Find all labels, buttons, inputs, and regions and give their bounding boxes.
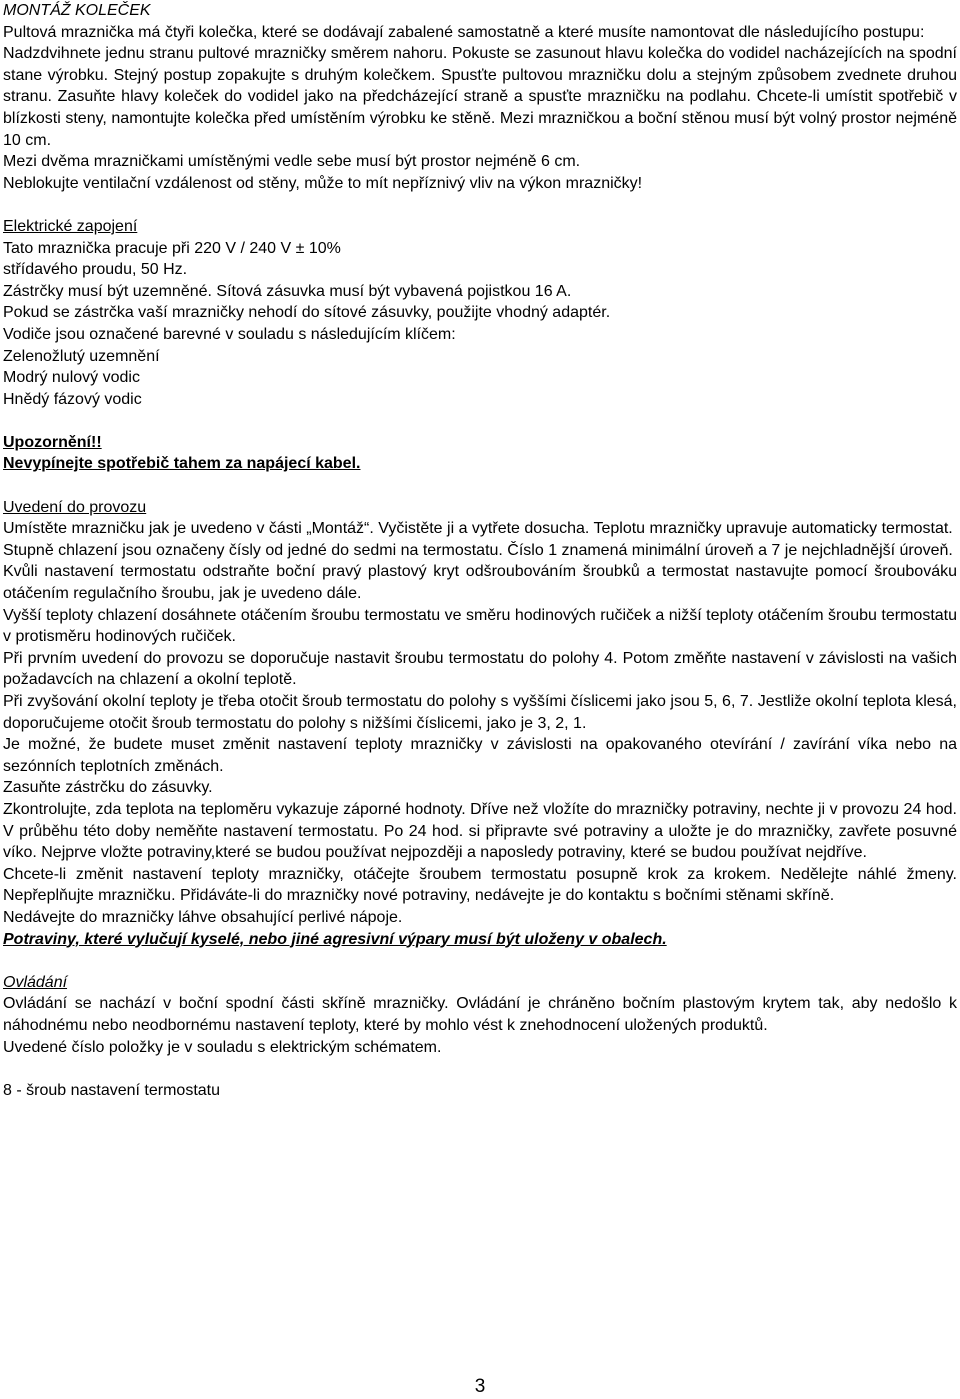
paragraph: Kvůli nastavení termostatu odstraňte boční pravý plastový kryt odšroubováním šroubků a termostat nastavujte pomocí šroubováku otáčením regulačního šroubu, jak je uvedeno dále. [3,563,957,603]
paragraph: Nadzdvihnete jednu stranu pultové mrazničky směrem nahoru. Pokuste se zasunout hlavu kolečka do vodidel nacházejících na spodní stane výrobku. Stejný postup zopakujte s druhým kolečkem. Spusťte pultovou mrazničku dolu a stejným způsobem zvednete druhou stranu. Zasuňte hlavy koleček do vodidel jako na předcházející straně a spusťte mrazničku na podlahu. Chcete-li umístit spotřebič v blízkosti steny, namontujte kolečka před umístěním výrobku ke stěně. Mezi mrazničkou a boční stěnou musí být volný prostor nejméně 10 cm. [3,45,957,149]
paragraph: Zkontrolujte, zda teplota na teploměru vykazuje záporné hodnoty. Dříve než vložíte do mrazničky potraviny, nechte ji v provozu 24 hod. V průběhu této doby neměňte nastavení termostatu. Po 24 hod. si připravte své potraviny a uložte je do mrazničky, zavřete posuvné víko. Nejprve vložte potraviny,které se budou používat nejpozději a naposledy potraviny, které se budou používat nejdříve. [3,800,957,862]
wire-key-line: Modrý nulový vodic [3,369,140,387]
paragraph: Mezi dvěma mrazničkami umístěnými vedle sebe musí být prostor nejméně 6 cm. [3,153,581,171]
wire-key-line: Zelenožlutý uzemnění [3,347,160,365]
section-heading-elektricke-zapojeni: Elektrické zapojení [3,217,138,235]
paragraph: Pultová mraznička má čtyři kolečka, které se dodávají zabalené samostatně a které musíte namontovat dle následujícího postupu: [3,23,925,41]
spacer [3,194,957,216]
section-heading-upozorneni [3,432,957,454]
spacer [3,950,957,972]
paragraph: Umístěte mrazničku jak je uvedeno v části „Montáž“. Vyčistěte ji a vytřete dosucha. Teplotu mrazničky upravuje automaticky termostat. [3,520,953,538]
paragraph: střídavého proudu, 50 Hz. [3,261,188,279]
paragraph: Zasuňte zástrčku do zásuvky. [3,779,213,797]
paragraph: Uvedené číslo položky je v souladu s elektrickým schématem. [3,1038,442,1056]
warning-cable: Nevypínejte spotřebič tahem za napájecí kabel. [3,455,361,473]
paragraph: Neblokujte ventilační vzdálenost od stěny, může to mít nepříznivý vliv na výkon mrazničky! [3,174,643,192]
paragraph: Vyšší teploty chlazení dosáhnete otáčením šroubu termostatu ve směru hodinových ručiček a nižší teploty otáčením šroubu termostatu v protisměru hodinových ručiček. [3,606,957,646]
paragraph: Vodiče jsou označené barevné v souladu s následujícím klíčem: [3,325,456,343]
section-title-montaz: MONTÁŽ KOLEČEK [3,2,151,19]
legend-item: 8 - šroub nastavení termostatu [3,1081,220,1099]
paragraph: Zástrčky musí být uzemněné. Sítová zásuvka musí být vybavená pojistkou 16 A. [3,282,572,300]
paragraph: Při zvyšování okolní teploty je třeba otočit šroub termostatu do polohy s vyššími číslicemi jako jsou 5, 6, 7. Jestliže okolní teplota klesá, doporučujeme otočit šroub termostatu do polohy s nižšími číslicemi, jako je 3, 2, 1. [3,693,957,732]
section-heading-uvedeni-do-provozu: Uvedení do provozu [3,498,147,516]
paragraph: Ovládání se nachází v boční spodní části skříně mrazničky. Ovládání je chráněno bočním plastovým krytem tak, aby nedošlo k náhodnému nebo neodbornému nastavení teploty, které by mohlo vést k znehodnocení uložených produktů. [3,995,957,1034]
paragraph: Pokud se zástrčka vaší mrazničky nehodí do sítové zásuvky, použijte vhodný adaptér. [3,304,611,322]
warning-acidic-foods: Potraviny, které vylučují kyselé, nebo jiné agresivní výpary musí být uloženy v obalech. [3,930,667,948]
paragraph: Stupně chlazení jsou označeny čísly od jedné do sedmi na termostatu. Číslo 1 znamená minimální úroveň a 7 je nejchladnější úroveň. [3,541,953,559]
paragraph: Tato mraznička pracuje při 220 V / 240 V ± 10% [3,239,341,257]
spacer [3,410,957,432]
upozorneni-suffix: !! [91,433,102,451]
paragraph: Chcete-li změnit nastavení teploty mrazničky, otáčejte šroubem termostatu posupně krok za krokem. Nedělejte náhlé žmeny. Nepřeplňujte mrazničku. Přidáváte-li do mrazničky nové potraviny, nedávejte je do kontaktu s bočními stěnami skříně. [3,865,957,905]
section-heading-ovladani: Ovládání [3,973,68,991]
upozorneni-label: Upozornění [3,433,91,451]
paragraph: Nedávejte do mrazničky láhve obsahující perlivé nápoje. [3,908,403,926]
page-number: 3 [474,1376,486,1397]
spacer [3,475,957,497]
paragraph: Je možné, že budete muset změnit nastavení teploty mrazničky v závislosti na opakovaného otevírání / zavírání víka nebo na sezónních teplotních změnách. [3,736,957,775]
paragraph: Při prvním uvedení do provozu se doporučuje nastavit šroubu termostatu do polohy 4. Potom změňte nastavení v závislosti na vašich požadavcích na chlazení a okolní teplotě. [3,649,957,689]
spacer [3,1058,957,1080]
wire-key-line: Hnědý fázový vodic [3,390,142,408]
